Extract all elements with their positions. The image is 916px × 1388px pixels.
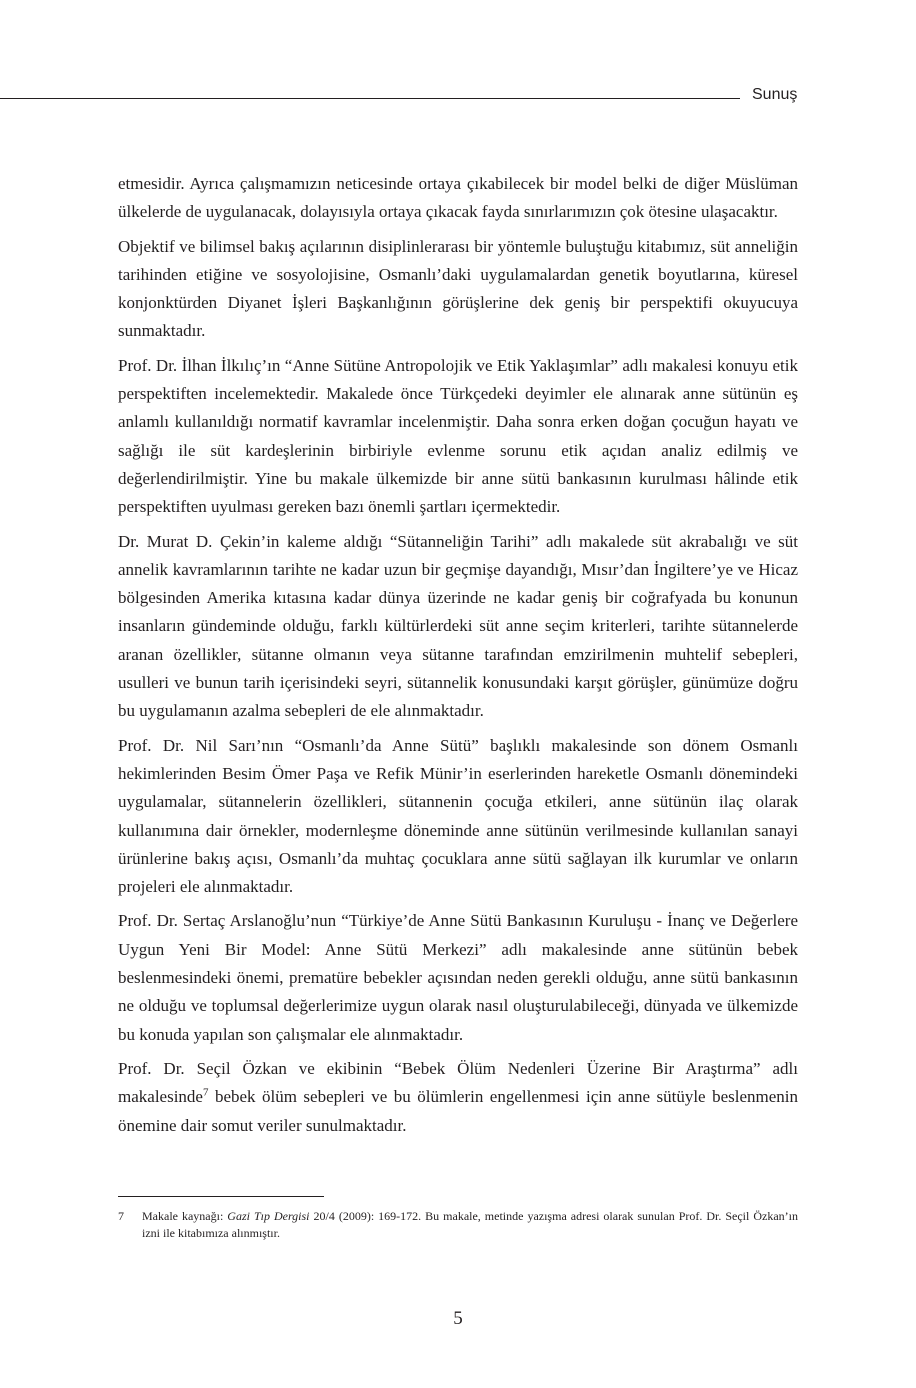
footnote-text: [142, 1208, 798, 1242]
footnote-suffix: 20/4 (2009): 169-172. Bu makale, metinde yazışma adresi olarak sunulan Prof. Dr. Seçil Özkan’ın izni ile kitabımıza alınmıştır.: [142, 1209, 798, 1240]
footnote-rule: [118, 1196, 324, 1197]
paragraph-4: Dr. Murat D. Çekin’in kaleme aldığı “Sütanneliğin Tarihi” adlı makalede süt akrabalığı ve süt annelik kavramlarının tarihte ne kadar uzun bir geçmişe dayandığı, Mısır’dan İngiltere’ye ve Hicaz bölgesinden Amerika kıtasına kadar dünya üzerinde ne kadar geniş bir coğrafyada bu konunun insanların gündeminde olduğu, farklı kültürlerdeki süt anne seçim kriterleri, tarihte sütannelerde aranan özellikler, sütanne olmanın veya sütanne tarafından emzirilmenin muhtelif sebepleri, usulleri ve bunun tarih içerisindeki seyri, sütannelik konusundaki karşıt görüşler, günümüze doğru bu uygulamanın azalma sebepleri de ele alınmaktadır.: [118, 531, 798, 721]
paragraph-7: [118, 1055, 798, 1140]
paragraph-5: Prof. Dr. Nil Sarı’nın “Osmanlı’da Anne Sütü” başlıklı makalesinde son dönem Osmanlı hekimlerinden Besim Ömer Paşa ve Refik Münir’in eserlerinden hareketle Osmanlı dönemindeki uygulamalar, sütannelerin özellikleri, sütannenin çocuğa etkileri, anne sütünün ilaç olarak kullanımına dair örnekler, modernleşme döneminde anne sütünün verilmesinde kullanılan sanayi ürünlerine bakış açısı, Osmanlı’da muhtaç çocuklara anne sütü sağlayan ilk kurumlar ve onların projeleri ele alınmaktadır.: [118, 735, 798, 897]
footnote: [118, 1208, 798, 1242]
paragraph-1: etmesidir. Ayrıca çalışmamızın neticesinde ortaya çıkabilecek bir model belki de diğer Müslüman ülkelerde de uygulanacak, dolayısıyla ortaya çıkacak fayda sınırlarımızın çok ötesine ulaşacaktır.: [118, 174, 798, 222]
page-number: 5: [453, 1308, 463, 1329]
paragraph-6: Prof. Dr. Sertaç Arslanoğlu’nun “Türkiye’de Anne Sütü Bankasının Kuruluşu - İnanç ve Değerlere Uygun Yeni Bir Model: Anne Sütü Merkezi” adlı makalesinde anne sütünün bebek beslenmesindeki önemi, prematüre bebekler açısından neden gerekli olduğu, anne sütü bankasının ne olduğu ve toplumsal değerlerimize uygun olarak nasıl oluşturulabileceği, dünyada ve ülkemizde bu konuda yapılan son çalışmalar ele alınmaktadır.: [118, 911, 798, 1044]
footnote-journal: Gazi Tıp Dergisi: [227, 1209, 310, 1223]
paragraph-2: Objektif ve bilimsel bakış açılarının disiplinlerarası bir yöntemle buluştuğu kitabımız, süt anneliğin tarihinden etiğine ve sosyolojisine, Osmanlı’daki uygulamalardan genetik boyutlarına, küresel konjonktürden Diyanet İşleri Başkanlığının görüşlerine dek geniş bir perspektifi okuyucuya sunmaktadır.: [118, 236, 798, 341]
footnote-prefix: Makale kaynağı:: [142, 1209, 228, 1223]
footnote-reference[interactable]: 7: [202, 1086, 209, 1099]
paragraph-3: Prof. Dr. İlhan İlkılıç’ın “Anne Sütüne Antropolojik ve Etik Yaklaşımlar” adlı makalesi konuyu etik perspektiften incelemektedir. Makalede önce Türkçedeki deyimler ele alınarak anne sütünün eş anlamlı kullanıldığı normatif kavramlar incelenmiştir. Daha sonra erken doğan çocuğun hayatı ve sağlığı ile süt kardeşlerinin birbiriyle evlenme sorunu etik açıdan analiz edilmiş ve değerlendirilmiştir. Yine bu makale ülkemizde bir anne sütü bankasının kurulması hâlinde etik perspektiften uyulması gereken bazı önemli şartları içermektedir.: [118, 355, 798, 517]
paragraph-7-text-b: bebek ölüm sebepleri ve bu ölümlerin engellenmesi için anne sütüyle beslenmenin önemine dair somut veriler sunulmaktadır.: [118, 1087, 798, 1135]
footnote-number: 7: [118, 1209, 124, 1223]
header-rule: [0, 98, 740, 99]
body-text: [118, 170, 798, 1146]
paragraph-7-text-a: Prof. Dr. Seçil Özkan ve ekibinin “Bebek Ölüm Nedenleri Üzerine Bir Araştırma” adlı makalesinde: [118, 1058, 798, 1107]
running-header: Sunuş: [752, 86, 798, 103]
